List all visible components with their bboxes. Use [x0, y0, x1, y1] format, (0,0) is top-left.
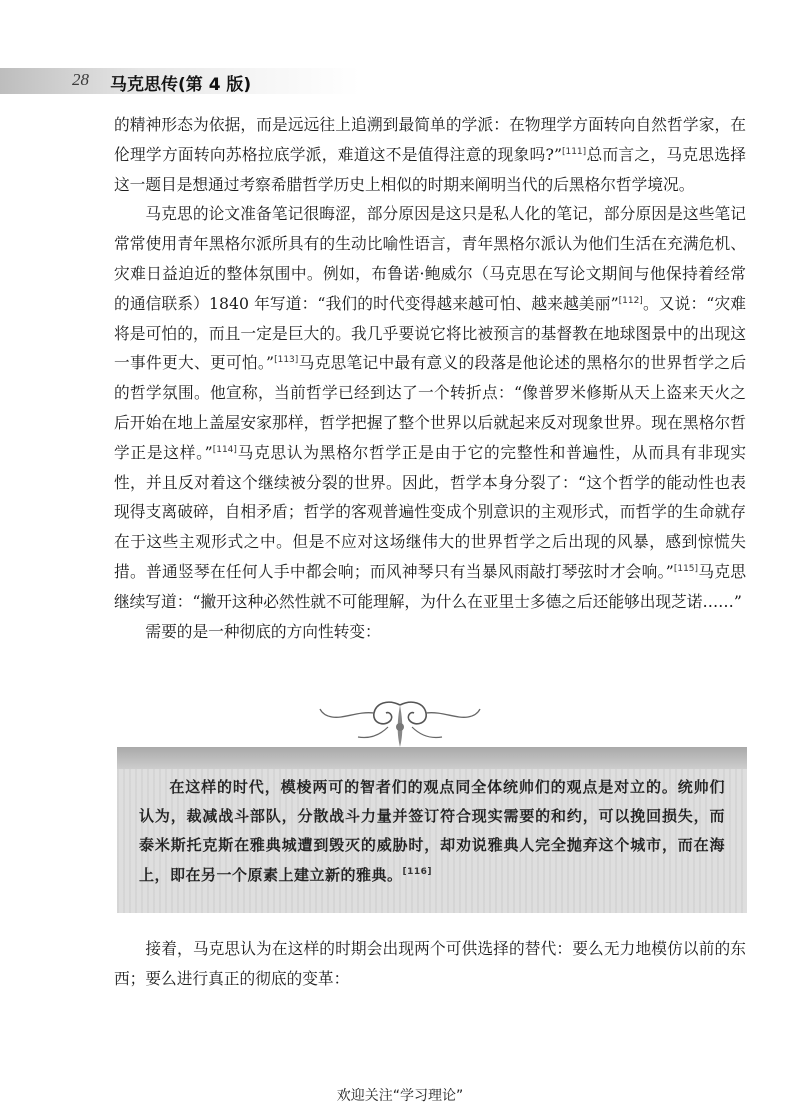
footnote-ref-111: [111] [561, 146, 587, 157]
footnote-ref-115: [115] [673, 563, 699, 574]
footnote-ref-114: [114] [212, 444, 237, 455]
ornament-icon [318, 697, 482, 749]
quote-box-top-band [117, 747, 747, 769]
paragraph-4: 接着，马克思认为在这样的时期会出现两个可供选择的替代：要么无力地模仿以前的东西；要么进行真正的彻底的变革： [114, 939, 746, 988]
quote-box [117, 747, 747, 913]
paragraph-1: 的精神形态为依据，而是远远往上追溯到最简单的学派：在物理学方面转向自然哲学家，在伦理学方面转向苏格拉底学派，难道这不是值得注意的现象吗?”[111]总而言之，马克思选择这一题目是想通过考察希腊哲学历史上相似的时期来阐明当代的后黑格尔哲学境况。 [114, 115, 746, 194]
book-title: 马克思传(第 4 版) [110, 75, 252, 95]
footnote-ref-116: [116] [402, 866, 433, 877]
quote-text: 在这样的时代，模棱两可的智者们的观点同全体统帅们的观点是对立的。统帅们认为，裁减战斗部队，分散战斗力量并签订符合现实需要的和约，可以挽回损失，而泰米斯托克斯在雅典城遭到毁灭的威胁时，却劝说雅典人完全抛弃这个城市，而在海上，即在另一个原素上建立新的雅典。[116] [139, 778, 725, 884]
page-number: 28 [72, 70, 89, 89]
body-text-bottom [114, 934, 746, 994]
body-text-top [114, 110, 746, 646]
paragraph-2: 马克思的论文准备笔记很晦涩，部分原因是这只是私人化的笔记，部分原因是这些笔记常常使用青年黑格尔派所具有的生动比喻性语言，青年黑格尔派认为他们生活在充满危机、灾难日益迫近的整体氛围中。例如，布鲁诺·鲍威尔（马克思在写论文期间与他保持着经常的通信联系）1840 年写道：“我们的时代变得越来越可怕、越来越美丽”[112]。又说：“灾难将是可怕的，而且一定是巨大的。我几乎要说它将比被预言的基督教在地球图景中的出现这一事件更大、更可怕。”[113]马克思笔记中最有意义的段落是他论述的黑格尔的世界哲学之后的哲学氛围。他宣称，当前哲学已经到达了一个转折点：“像普罗米修斯从天上盗来天火之后开始在地上盖屋安家那样，哲学把握了整个世界以后就起来反对现象世界。现在黑格尔哲学正是这样。”[114]马克思认为黑格尔哲学正是由于它的完整性和普遍性，从而具有非现实性，并且反对着这个继续被分裂的世界。因此，哲学本身分裂了：“这个哲学的能动性也表现得支离破碎，自相矛盾；哲学的客观普遍性变成个别意识的主观形式，而哲学的生命就存在于这些主观形式之中。但是不应对这场继伟大的世界哲学之后出现的风暴，感到惊慌失措。普通竖琴在任何人手中都会响；而风神琴只有当暴风雨敲打琴弦时才会响。”[115]马克思继续写道：“撇开这种必然性就不可能理解，为什么在亚里士多德之后还能够出现芝诺……” [114, 204, 747, 611]
footer-text: 欢迎关注“学习理论” [336, 1088, 464, 1104]
paragraph-3: 需要的是一种彻底的方向性转变： [145, 621, 381, 641]
footnote-ref-112: [112] [618, 295, 643, 306]
footnote-ref-113: [113] [274, 355, 299, 366]
